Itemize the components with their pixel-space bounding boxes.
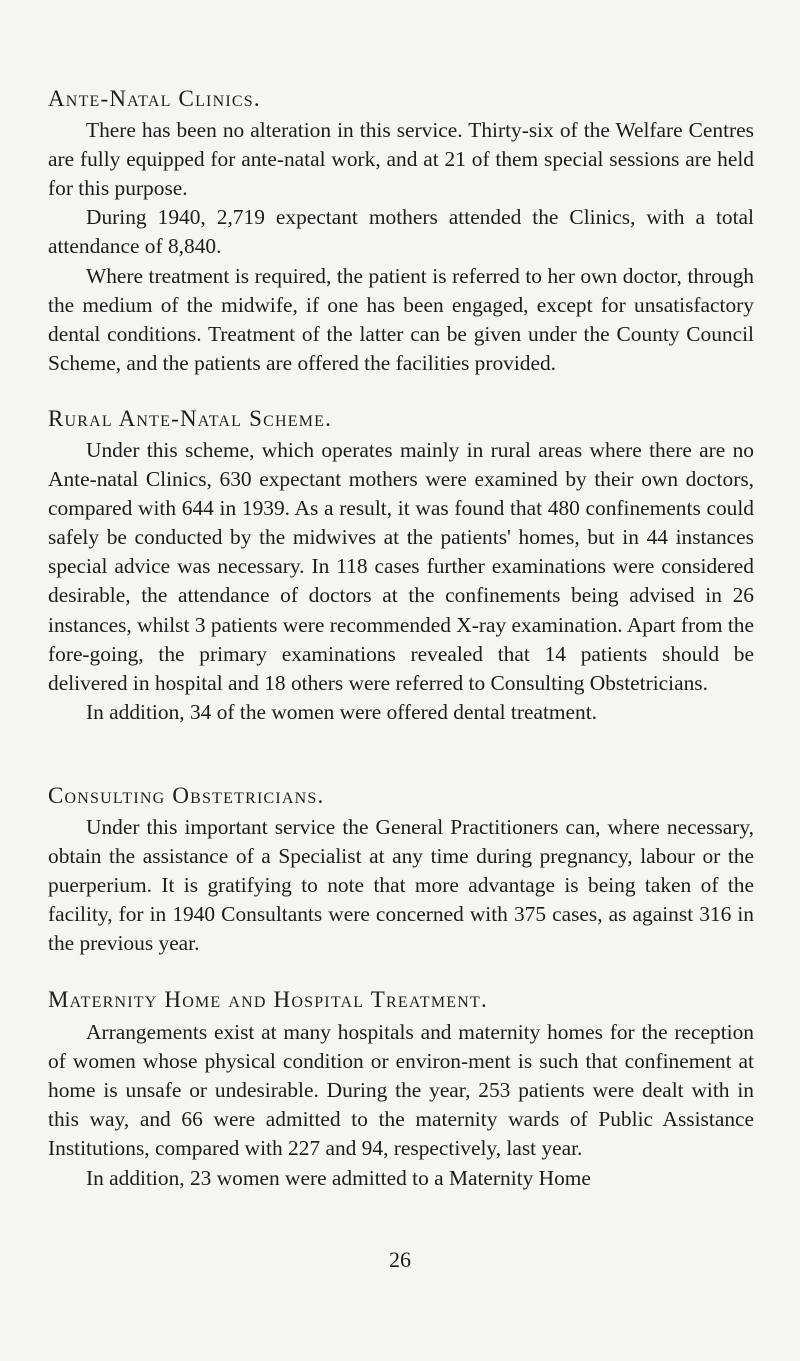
section-heading-rural-ante-natal-scheme: Rural Ante-Natal Scheme. — [48, 406, 333, 431]
section-heading-maternity-home: Maternity Home and Hospital Treatment. — [48, 987, 488, 1012]
page-number: 26 — [389, 1247, 411, 1272]
paragraph: Under this important service the General Practitioners can, where necessary, obtain the assistance of a Specialist at any time during pregnancy, labour or the puerperium. It is gratifying to note that more advantage is being taken of the facility, for in 1940 Consultants were concerned with 375 cases, as against 316 in the previous year. — [48, 815, 754, 956]
section-heading-ante-natal-clinics: Ante-Natal Clinics. — [48, 86, 261, 111]
section-heading-consulting-obstetricians: Consulting Obstetricians. — [48, 783, 325, 808]
paragraph: During 1940, 2,719 expectant mothers attended the Clinics, with a total attendance of 8,840. — [48, 205, 754, 259]
paragraph: In addition, 23 women were admitted to a Maternity Home — [86, 1166, 591, 1190]
paragraph: Under this scheme, which operates mainly in rural areas where there are no Ante-natal Clinics, 630 expectant mothers were examined by their own doctors, compared with 644 in 1939. As a result, it was found that 480 confinements could safely be conducted by the midwives at the patients' homes, but in 44 instances special advice was necessary. In 118 cases further examinations were considered desirable, the attendance of doctors at the confinements being advised in 26 instances, whilst 3 patients were recommended X-ray examination. Apart from the fore-going, the primary examinations revealed that 14 patients should be delivered in hospital and 18 others were referred to Consulting Obstetricians. — [48, 438, 754, 695]
paragraph: There has been no alteration in this service. Thirty-six of the Welfare Centres are fully equipped for ante-natal work, and at 21 of them special sessions are held for this purpose. — [48, 118, 754, 201]
paragraph: In addition, 34 of the women were offered dental treatment. — [86, 700, 598, 724]
paragraph: Arrangements exist at many hospitals and maternity homes for the reception of women whose physical condition or environ-ment is such that confinement at home is unsafe or undesirable. During the year, 253 patients were dealt with in this way, and 66 were admitted to the maternity wards of Public Assistance Institutions, compared with 227 and 94, respectively, last year. — [48, 1020, 754, 1161]
paragraph: Where treatment is required, the patient is referred to her own doctor, through the medium of the midwife, if one has been engaged, except for unsatisfactory dental conditions. Treatment of the latter can be given under the County Council Scheme, and the patients are offered the facilities provided. — [48, 264, 754, 376]
